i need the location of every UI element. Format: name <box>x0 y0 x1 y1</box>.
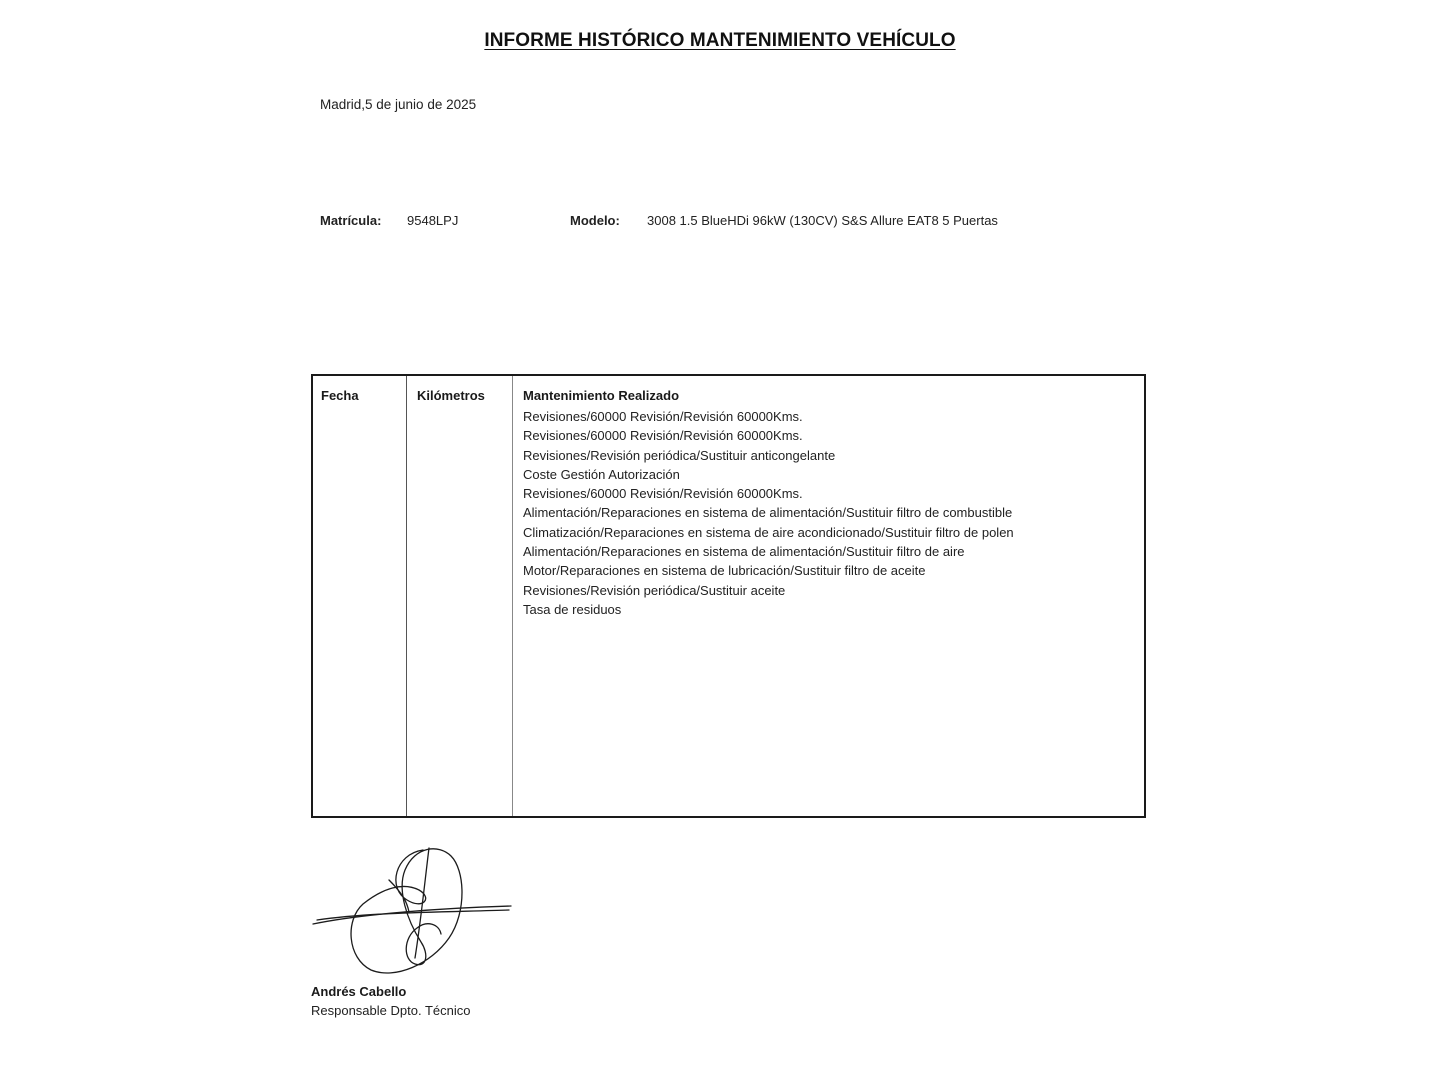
header-kilometros: Kilómetros <box>417 388 485 403</box>
header-mantenimiento: Mantenimiento Realizado <box>523 388 680 403</box>
maintenance-item: Climatización/Reparaciones en sistema de aire acondicionado/Sustituir filtro de polen <box>523 524 1014 540</box>
signature-stroke <box>313 906 511 924</box>
header-fecha: Fecha <box>321 388 359 403</box>
maintenance-list <box>523 407 1033 619</box>
maintenance-item: Coste Gestión Autorización <box>523 466 680 482</box>
maintenance-item: Revisiones/Revisión periódica/Sustituir anticongelante <box>523 447 836 463</box>
maintenance-table <box>311 374 1146 818</box>
signer-name: Andrés Cabello <box>311 984 407 999</box>
signature-stroke <box>415 848 429 958</box>
signer-role: Responsable Dpto. Técnico <box>311 1003 471 1018</box>
maintenance-item: Motor/Reparaciones en sistema de lubricación/Sustituir filtro de aceite <box>523 563 926 579</box>
plate-label: Matrícula: <box>320 213 382 228</box>
maintenance-item: Alimentación/Reparaciones en sistema de alimentación/Sustituir filtro de aire <box>523 544 965 560</box>
maintenance-item: Tasa de residuos <box>523 601 622 617</box>
document-title: INFORME HISTÓRICO MANTENIMIENTO VEHÍCULO <box>484 30 956 51</box>
maintenance-item: Revisiones/60000 Revisión/Revisión 60000Kms. <box>523 428 803 444</box>
plate-value: 9548LPJ <box>407 213 459 228</box>
date-line: Madrid,5 de junio de 2025 <box>320 97 477 112</box>
maintenance-item: Alimentación/Reparaciones en sistema de alimentación/Sustituir filtro de combustible <box>523 505 1013 521</box>
signature-stroke <box>351 849 462 973</box>
signature-stroke <box>389 880 409 912</box>
model-label: Modelo: <box>570 213 620 228</box>
maintenance-item: Revisiones/60000 Revisión/Revisión 60000Kms. <box>523 409 803 424</box>
model-value: 3008 1.5 BlueHDi 96kW (130CV) S&S Allure EAT8 5 Puertas <box>647 213 998 228</box>
column-divider-2 <box>512 376 513 816</box>
maintenance-item: Revisiones/60000 Revisión/Revisión 60000Kms. <box>523 486 803 502</box>
signature-image <box>311 840 516 980</box>
column-divider-1 <box>406 376 407 816</box>
maintenance-item: Revisiones/Revisión periódica/Sustituir aceite <box>523 582 786 598</box>
